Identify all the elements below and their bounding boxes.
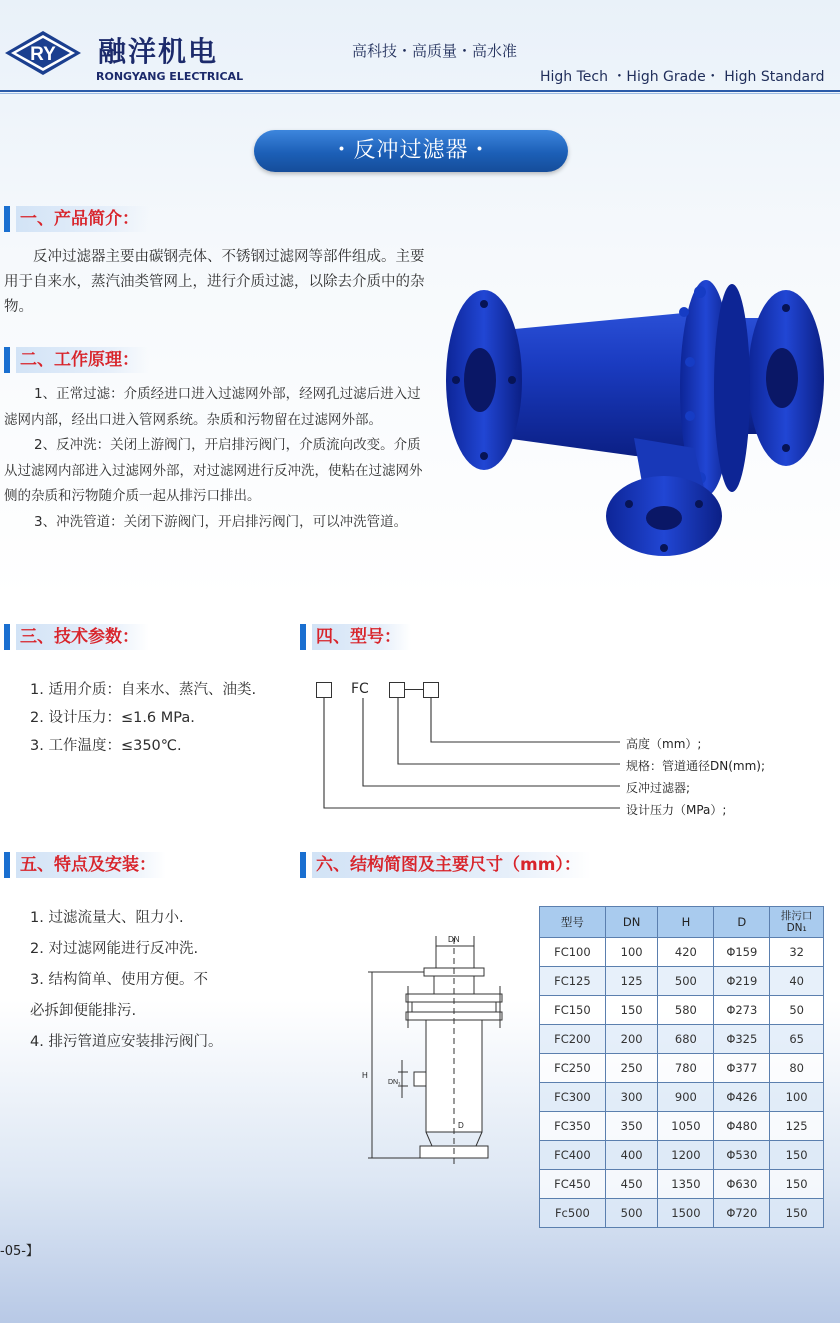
- table-cell: FC350: [540, 1112, 606, 1141]
- table-header-row: [540, 907, 824, 938]
- table-cell: 65: [770, 1025, 824, 1054]
- table-cell: 150: [770, 1199, 824, 1228]
- tech-param-item: 2. 设计压力：≤1.6 MPa.: [30, 710, 195, 726]
- model-code-leader-lines: [310, 696, 630, 816]
- table-cell: 150: [605, 996, 658, 1025]
- table-cell: 500: [658, 967, 714, 996]
- heading-text: 六、结构简图及主要尺寸（mm）：: [312, 852, 591, 878]
- table-cell: 500: [605, 1199, 658, 1228]
- feature-item: 必拆卸便能排污.: [30, 1003, 137, 1019]
- table-cell: 125: [605, 967, 658, 996]
- heading-bar: [300, 852, 306, 878]
- table-cell: 580: [658, 996, 714, 1025]
- section-heading-principle: [4, 347, 164, 373]
- section-heading-features: [4, 852, 184, 878]
- table-cell: FC300: [540, 1083, 606, 1112]
- table-cell: 200: [605, 1025, 658, 1054]
- table-cell: 900: [658, 1083, 714, 1112]
- dim-label-h: H: [362, 1071, 368, 1080]
- table-header-cell: DN: [605, 907, 658, 938]
- table-cell: 32: [770, 938, 824, 967]
- company-logo: [4, 30, 82, 76]
- table-row: [540, 1112, 824, 1141]
- table-cell: FC250: [540, 1054, 606, 1083]
- table-cell: 1350: [658, 1170, 714, 1199]
- dim-label-dn1: DN₁: [388, 1079, 401, 1086]
- table-row: [540, 1083, 824, 1112]
- feature-item: 3. 结构简单、使用方便。不: [30, 972, 208, 988]
- table-cell: 350: [605, 1112, 658, 1141]
- page-number: -05-】: [0, 1244, 39, 1259]
- table-row: [540, 967, 824, 996]
- feature-item: 4. 排污管道应安装排污阀门。: [30, 1034, 223, 1050]
- section-heading-tech: [4, 624, 164, 650]
- table-cell: 100: [605, 938, 658, 967]
- header-divider: [0, 90, 840, 92]
- table-header-cell: 型号: [540, 907, 606, 938]
- table-cell: Fc500: [540, 1199, 606, 1228]
- table-cell: Φ219: [714, 967, 770, 996]
- table-cell: Φ377: [714, 1054, 770, 1083]
- heading-bar: [4, 852, 10, 878]
- code-label-type: 反冲过滤器;: [626, 781, 691, 795]
- table-cell: 780: [658, 1054, 714, 1083]
- structure-diagram: [350, 928, 510, 1184]
- slogan-en: High Tech ・High Grade・ High Standard: [540, 69, 825, 85]
- heading-text: 四、型号：: [312, 624, 411, 650]
- table-row: [540, 1199, 824, 1228]
- code-label-pressure: 设计压力（MPa）;: [626, 803, 727, 817]
- brand-name-en: RONGYANG ELECTRICAL: [96, 70, 244, 83]
- code-label-dn: 规格：管道通径DN(mm);: [626, 759, 766, 773]
- page-title: ・反冲过滤器・: [254, 130, 568, 172]
- table-header-cell: D: [714, 907, 770, 938]
- table-body: [540, 938, 824, 1228]
- table-row: [540, 938, 824, 967]
- table-cell: Φ630: [714, 1170, 770, 1199]
- dim-label-d: D: [458, 1121, 464, 1130]
- intro-text: 反冲过滤器主要由碳钢壳体、不锈钢过滤网等部件组成。主要用于自来水，蒸汽油类管网上，进行介质过滤，以除去介质中的杂物。: [4, 249, 425, 315]
- heading-text: 五、特点及安装：: [16, 852, 166, 878]
- table-cell: 1200: [658, 1141, 714, 1170]
- code-label-height: 高度（mm）;: [626, 737, 702, 751]
- table-cell: Φ426: [714, 1083, 770, 1112]
- table-cell: 300: [605, 1083, 658, 1112]
- section-heading-intro: [4, 206, 164, 232]
- table-cell: 150: [770, 1141, 824, 1170]
- table-cell: FC450: [540, 1170, 606, 1199]
- table-cell: 150: [770, 1170, 824, 1199]
- principle-item: 1、正常过滤：介质经进口进入过滤网外部，经网孔过滤后进入过滤网内部，经出口进入管网系统。杂质和污物留在过滤网外部。: [4, 386, 421, 428]
- table-cell: 40: [770, 967, 824, 996]
- table-cell: 680: [658, 1025, 714, 1054]
- table-cell: 400: [605, 1141, 658, 1170]
- heading-bar: [4, 347, 10, 373]
- table-row: [540, 1054, 824, 1083]
- table-cell: 125: [770, 1112, 824, 1141]
- feature-item: 2. 对过滤网能进行反冲洗.: [30, 941, 199, 957]
- heading-text: 一、产品简介：: [16, 206, 149, 232]
- feature-item: 1. 过滤流量大、阻力小.: [30, 910, 184, 926]
- table-cell: 100: [770, 1083, 824, 1112]
- table-cell: 1050: [658, 1112, 714, 1141]
- tech-param-item: 3. 工作温度：≤350℃.: [30, 738, 182, 754]
- table-row: [540, 1170, 824, 1199]
- heading-text: 三、技术参数：: [16, 624, 149, 650]
- table-cell: 50: [770, 996, 824, 1025]
- tech-params-list: [30, 678, 300, 762]
- code-dash: [405, 689, 423, 690]
- table-cell: Φ325: [714, 1025, 770, 1054]
- table-cell: 250: [605, 1054, 658, 1083]
- table-cell: FC150: [540, 996, 606, 1025]
- table-cell: FC100: [540, 938, 606, 967]
- features-list: [30, 906, 270, 1061]
- table-cell: Φ530: [714, 1141, 770, 1170]
- table-cell: 80: [770, 1054, 824, 1083]
- table-header-cell: 排污口 DN₁: [770, 907, 824, 938]
- table-cell: FC125: [540, 967, 606, 996]
- section-heading-structure: [300, 852, 640, 878]
- heading-bar: [300, 624, 306, 650]
- principle-item: 2、反冲洗：关闭上游阀门，开启排污阀门，介质流向改变。介质从过滤网内部进入过滤网外部，对过滤网进行反冲洗，使粘在过滤网外侧的杂质和污物随介质一起从排污口排出。: [4, 437, 423, 504]
- slogan-cn: 高科技・高质量・高水准: [352, 42, 518, 60]
- table-cell: FC400: [540, 1141, 606, 1170]
- table-row: [540, 996, 824, 1025]
- table-cell: Φ273: [714, 996, 770, 1025]
- spec-table: [539, 906, 824, 1228]
- header-divider-thin: [0, 93, 840, 94]
- principle-list: [4, 382, 428, 535]
- heading-text: 二、工作原理：: [16, 347, 149, 373]
- logo-text: RY: [30, 44, 56, 65]
- table-cell: Φ720: [714, 1199, 770, 1228]
- table-cell: Φ480: [714, 1112, 770, 1141]
- heading-bar: [4, 206, 10, 232]
- brand-name-cn: 融洋机电: [98, 35, 219, 68]
- table-cell: 1500: [658, 1199, 714, 1228]
- table-row: [540, 1141, 824, 1170]
- table-cell: 420: [658, 938, 714, 967]
- heading-bar: [4, 624, 10, 650]
- section-heading-model: [300, 624, 430, 650]
- table-cell: Φ159: [714, 938, 770, 967]
- principle-item: 3、冲洗管道：关闭下游阀门，开启排污阀门，可以冲洗管道。: [34, 513, 408, 530]
- dim-label-dn: DN: [448, 935, 460, 944]
- table-row: [540, 1025, 824, 1054]
- backwash-filter-product-image: [444, 268, 834, 574]
- tech-param-item: 1. 适用介质：自来水、蒸汽、油类.: [30, 682, 257, 698]
- model-code-fc: FC: [351, 681, 369, 697]
- table-cell: 450: [605, 1170, 658, 1199]
- table-cell: FC200: [540, 1025, 606, 1054]
- table-header-cell: H: [658, 907, 714, 938]
